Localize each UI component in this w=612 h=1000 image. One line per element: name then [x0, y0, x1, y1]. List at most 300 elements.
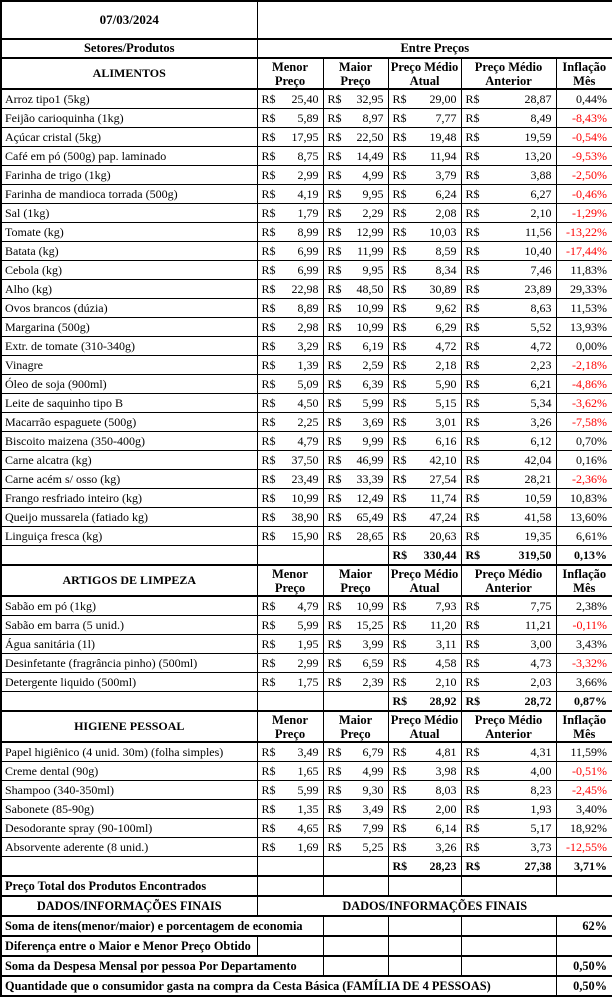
- currency-label: R$: [392, 655, 407, 670]
- column-header: Menor Preço: [257, 58, 323, 89]
- empty-cell: [556, 876, 612, 896]
- product-row: [1, 432, 612, 451]
- product-row: [1, 596, 612, 616]
- menor-preco-cell: [257, 204, 323, 223]
- menor-preco-cell: [257, 527, 323, 546]
- currency-label: R$: [392, 357, 407, 372]
- currency-label: R$: [465, 782, 480, 797]
- currency-label: R$: [261, 91, 276, 106]
- product-label: Desinfetante (fragrância pinho) (500ml): [1, 654, 257, 673]
- menor-preco-cell: [257, 413, 323, 432]
- currency-label: R$: [392, 224, 407, 239]
- product-label: Creme dental (90g): [1, 762, 257, 781]
- preco-medio-anterior-cell: [461, 762, 556, 781]
- preco-medio-atual-cell: [388, 166, 461, 185]
- menor-preco-cell: [257, 89, 323, 109]
- price-value: 46,99: [356, 452, 384, 467]
- price-value: 32,95: [356, 91, 384, 106]
- preco-medio-atual-cell: [388, 616, 461, 635]
- currency-label: R$: [465, 452, 480, 467]
- preco-medio-anterior-cell: [461, 280, 556, 299]
- product-label: Carne alcatra (kg): [1, 451, 257, 470]
- preco-medio-anterior-cell: [461, 527, 556, 546]
- maior-preco-cell: [323, 413, 388, 432]
- price-value: 6,21: [530, 376, 552, 391]
- preco-medio-atual-cell: [388, 508, 461, 527]
- menor-preco-cell: [257, 375, 323, 394]
- inflation-value: 10,83%: [556, 489, 612, 508]
- preco-medio-anterior-cell: [461, 204, 556, 223]
- inflation-value: 0,00%: [556, 337, 612, 356]
- price-value: 27,38: [524, 858, 552, 873]
- inflation-value: -1,29%: [556, 204, 612, 223]
- product-label: Vinagre: [1, 356, 257, 375]
- column-header: Inflação Mês: [556, 711, 612, 742]
- product-row: [1, 242, 612, 261]
- product-row: [1, 318, 612, 337]
- inflation-value: -3,32%: [556, 654, 612, 673]
- maior-preco-cell: [323, 451, 388, 470]
- maior-preco-cell: [323, 356, 388, 375]
- preco-medio-anterior-cell: [461, 242, 556, 261]
- price-value: 4,99: [362, 763, 384, 778]
- price-value: 2,18: [435, 357, 457, 372]
- currency-label: R$: [261, 129, 276, 144]
- currency-label: R$: [392, 281, 407, 296]
- currency-label: R$: [261, 471, 276, 486]
- currency-label: R$: [465, 839, 480, 854]
- maior-preco-cell: [323, 673, 388, 692]
- menor-preco-cell: [257, 654, 323, 673]
- currency-label: R$: [392, 395, 407, 410]
- currency-label: R$: [465, 148, 480, 163]
- price-value: 19,48: [429, 129, 457, 144]
- currency-label: R$: [392, 91, 407, 106]
- preco-medio-anterior-cell: [461, 109, 556, 128]
- price-value: 11,56: [524, 224, 552, 239]
- preco-medio-anterior-cell: [461, 185, 556, 204]
- maior-preco-cell: [323, 781, 388, 800]
- section-total-row: [1, 692, 612, 712]
- preco-medio-anterior-cell: [461, 596, 556, 616]
- currency-label: R$: [465, 300, 480, 315]
- column-header: Preço Médio Anterior: [461, 58, 556, 89]
- empty-cell: [323, 857, 388, 877]
- maior-preco-cell: [323, 654, 388, 673]
- menor-preco-cell: [257, 635, 323, 654]
- price-value: 7,77: [435, 110, 457, 125]
- preco-medio-atual-cell: [388, 394, 461, 413]
- footer-row: [1, 936, 612, 956]
- price-value: 3,88: [530, 167, 552, 182]
- preco-medio-atual-cell: [388, 89, 461, 109]
- menor-preco-cell: [257, 432, 323, 451]
- price-value: 42,10: [429, 452, 457, 467]
- menor-preco-cell: [257, 489, 323, 508]
- inflation-value: 2,38%: [556, 596, 612, 616]
- maior-preco-cell: [323, 470, 388, 489]
- column-header: Inflação Mês: [556, 58, 612, 89]
- price-value: 19,59: [524, 129, 552, 144]
- section-name: ARTIGOS DE LIMPEZA: [1, 565, 257, 596]
- inflation-value: -12,55%: [556, 838, 612, 857]
- price-value: 29,00: [429, 91, 457, 106]
- inflation-value: -0,11%: [556, 616, 612, 635]
- currency-label: R$: [327, 129, 342, 144]
- price-value: 3,49: [362, 801, 384, 816]
- price-value: 33,39: [356, 471, 384, 486]
- inflation-value: 13,60%: [556, 508, 612, 527]
- product-row: [1, 527, 612, 546]
- section-header-row: [1, 58, 612, 89]
- price-value: 4,73: [530, 655, 552, 670]
- price-value: 6,12: [530, 433, 552, 448]
- product-row: [1, 109, 612, 128]
- inflation-value: 11,53%: [556, 299, 612, 318]
- price-value: 6,16: [435, 433, 457, 448]
- currency-label: R$: [465, 801, 480, 816]
- menor-preco-cell: [257, 242, 323, 261]
- column-header: Preço Médio Atual: [388, 565, 461, 596]
- menor-preco-cell: [257, 800, 323, 819]
- price-value: 5,99: [362, 395, 384, 410]
- currency-label: R$: [261, 262, 276, 277]
- price-value: 48,50: [356, 281, 384, 296]
- price-value: 2,03: [530, 674, 552, 689]
- column-header: Inflação Mês: [556, 565, 612, 596]
- price-value: 2,29: [362, 205, 384, 220]
- price-value: 9,95: [362, 186, 384, 201]
- empty-cell: [323, 692, 388, 712]
- total-anterior-cell: [461, 692, 556, 712]
- currency-label: R$: [327, 91, 342, 106]
- product-row: [1, 394, 612, 413]
- inflation-value: -2,36%: [556, 470, 612, 489]
- footer-label: Diferença entre o Maior e Menor Preço Obtido: [1, 936, 257, 956]
- dados-finais-left: DADOS/INFORMAÇÕES FINAIS: [1, 896, 257, 916]
- empty-cell: [388, 956, 461, 976]
- column-header: Maior Preço: [323, 565, 388, 596]
- empty-cell: [1, 692, 257, 712]
- price-value: 4,31: [530, 744, 552, 759]
- total-atual-cell: [388, 857, 461, 877]
- product-row: [1, 654, 612, 673]
- currency-label: R$: [327, 490, 342, 505]
- price-value: 5,89: [297, 110, 319, 125]
- price-value: 6,27: [530, 186, 552, 201]
- currency-label: R$: [392, 243, 407, 258]
- preco-medio-atual-cell: [388, 489, 461, 508]
- product-label: Alho (kg): [1, 280, 257, 299]
- column-header: Preço Médio Anterior: [461, 711, 556, 742]
- maior-preco-cell: [323, 527, 388, 546]
- currency-label: R$: [327, 744, 342, 759]
- price-value: 3,26: [435, 839, 457, 854]
- preco-medio-atual-cell: [388, 185, 461, 204]
- preco-medio-anterior-cell: [461, 89, 556, 109]
- section-name: HIGIENE PESSOAL: [1, 711, 257, 742]
- product-label: Açúcar cristal (5kg): [1, 128, 257, 147]
- price-value: 4,65: [297, 820, 319, 835]
- price-value: 7,93: [435, 598, 457, 613]
- preco-medio-atual-cell: [388, 261, 461, 280]
- price-value: 22,50: [356, 129, 384, 144]
- maior-preco-cell: [323, 635, 388, 654]
- inflation-value: 0,87%: [556, 692, 612, 712]
- price-value: 9,99: [362, 433, 384, 448]
- currency-label: R$: [261, 509, 276, 524]
- preco-medio-atual-cell: [388, 781, 461, 800]
- preco-medio-atual-cell: [388, 109, 461, 128]
- currency-label: R$: [392, 839, 407, 854]
- product-label: Óleo de soja (900ml): [1, 375, 257, 394]
- inflation-value: -13,22%: [556, 223, 612, 242]
- currency-label: R$: [465, 395, 480, 410]
- footer-label: Quantidade que o consumidor gasta na compra da Cesta Básica (FAMÍLIA DE 4 PESSOAS): [1, 976, 556, 996]
- section-name: ALIMENTOS: [1, 58, 257, 89]
- price-value: 6,29: [435, 319, 457, 334]
- preco-medio-anterior-cell: [461, 635, 556, 654]
- price-value: 2,39: [362, 674, 384, 689]
- prices-label: Entre Preços: [257, 39, 612, 58]
- currency-label: R$: [261, 186, 276, 201]
- empty-cell: [1, 857, 257, 877]
- price-value: 7,99: [362, 820, 384, 835]
- price-value: 3,29: [297, 338, 319, 353]
- price-value: 3,11: [435, 636, 457, 651]
- currency-label: R$: [465, 528, 480, 543]
- column-header: Menor Preço: [257, 565, 323, 596]
- price-value: 2,08: [435, 205, 457, 220]
- currency-label: R$: [465, 547, 481, 562]
- price-value: 4,79: [297, 433, 319, 448]
- price-value: 9,30: [362, 782, 384, 797]
- product-row: [1, 489, 612, 508]
- currency-label: R$: [465, 129, 480, 144]
- product-label: Feijão carioquinha (1kg): [1, 109, 257, 128]
- currency-label: R$: [327, 338, 342, 353]
- empty-cell: [388, 936, 461, 956]
- menor-preco-cell: [257, 470, 323, 489]
- product-row: [1, 413, 612, 432]
- currency-label: R$: [327, 376, 342, 391]
- currency-label: R$: [392, 338, 407, 353]
- currency-label: R$: [327, 452, 342, 467]
- maior-preco-cell: [323, 318, 388, 337]
- currency-label: R$: [465, 598, 480, 613]
- menor-preco-cell: [257, 781, 323, 800]
- price-value: 10,99: [356, 319, 384, 334]
- currency-label: R$: [392, 509, 407, 524]
- preco-medio-atual-cell: [388, 762, 461, 781]
- preco-medio-anterior-cell: [461, 128, 556, 147]
- currency-label: R$: [327, 205, 342, 220]
- currency-label: R$: [392, 167, 407, 182]
- currency-label: R$: [392, 110, 407, 125]
- empty-cell: [461, 916, 556, 936]
- preco-medio-anterior-cell: [461, 451, 556, 470]
- currency-label: R$: [465, 820, 480, 835]
- empty-cell: [257, 857, 323, 877]
- inflation-value: -4,86%: [556, 375, 612, 394]
- preco-medio-anterior-cell: [461, 223, 556, 242]
- preco-medio-atual-cell: [388, 635, 461, 654]
- price-value: 11,94: [429, 148, 457, 163]
- price-value: 10,99: [356, 598, 384, 613]
- currency-label: R$: [465, 281, 480, 296]
- price-value: 25,40: [291, 91, 319, 106]
- price-value: 10,03: [429, 224, 457, 239]
- currency-label: R$: [392, 674, 407, 689]
- currency-label: R$: [465, 262, 480, 277]
- price-value: 41,58: [524, 509, 552, 524]
- price-value: 8,03: [435, 782, 457, 797]
- preco-medio-anterior-cell: [461, 318, 556, 337]
- preco-medio-atual-cell: [388, 356, 461, 375]
- product-label: Macarrão espaguete (500g): [1, 413, 257, 432]
- currency-label: R$: [465, 655, 480, 670]
- product-row: [1, 356, 612, 375]
- price-value: 4,19: [297, 186, 319, 201]
- maior-preco-cell: [323, 223, 388, 242]
- price-value: 9,62: [435, 300, 457, 315]
- currency-label: R$: [392, 148, 407, 163]
- product-row: [1, 375, 612, 394]
- currency-label: R$: [392, 547, 408, 562]
- empty-cell: [257, 546, 323, 566]
- inflation-value: -0,51%: [556, 762, 612, 781]
- menor-preco-cell: [257, 318, 323, 337]
- maior-preco-cell: [323, 394, 388, 413]
- currency-label: R$: [261, 598, 276, 613]
- currency-label: R$: [465, 376, 480, 391]
- empty-cell: [323, 956, 388, 976]
- currency-label: R$: [327, 243, 342, 258]
- preco-medio-anterior-cell: [461, 299, 556, 318]
- maior-preco-cell: [323, 337, 388, 356]
- price-value: 5,52: [530, 319, 552, 334]
- inflation-value: 0,13%: [556, 546, 612, 566]
- menor-preco-cell: [257, 596, 323, 616]
- column-header: Preço Médio Atual: [388, 58, 461, 89]
- currency-label: R$: [327, 414, 342, 429]
- price-value: 22,98: [291, 281, 319, 296]
- currency-label: R$: [261, 763, 276, 778]
- price-value: 2,59: [362, 357, 384, 372]
- inflation-value: 3,40%: [556, 800, 612, 819]
- empty-cell: [323, 936, 388, 956]
- currency-label: R$: [465, 509, 480, 524]
- currency-label: R$: [392, 763, 407, 778]
- currency-label: R$: [327, 224, 342, 239]
- price-value: 5,90: [435, 376, 457, 391]
- product-row: [1, 819, 612, 838]
- menor-preco-cell: [257, 394, 323, 413]
- price-value: 28,21: [524, 471, 552, 486]
- price-value: 8,89: [297, 300, 319, 315]
- price-value: 5,99: [297, 782, 319, 797]
- preco-medio-anterior-cell: [461, 470, 556, 489]
- product-label: Sabonete (85-90g): [1, 800, 257, 819]
- price-value: 4,58: [435, 655, 457, 670]
- preco-medio-atual-cell: [388, 280, 461, 299]
- maior-preco-cell: [323, 819, 388, 838]
- footer-value: [556, 936, 612, 956]
- preco-medio-anterior-cell: [461, 616, 556, 635]
- product-row: [1, 742, 612, 762]
- currency-label: R$: [465, 357, 480, 372]
- empty-cell: [257, 692, 323, 712]
- preco-medio-anterior-cell: [461, 394, 556, 413]
- price-value: 4,72: [435, 338, 457, 353]
- inflation-value: 29,33%: [556, 280, 612, 299]
- currency-label: R$: [261, 782, 276, 797]
- maior-preco-cell: [323, 204, 388, 223]
- currency-label: R$: [392, 319, 407, 334]
- currency-label: R$: [327, 655, 342, 670]
- currency-label: R$: [261, 338, 276, 353]
- product-label: Farinha de trigo (1kg): [1, 166, 257, 185]
- product-label: Desodorante spray (90-100ml): [1, 819, 257, 838]
- price-value: 7,75: [530, 598, 552, 613]
- inflation-value: 3,66%: [556, 673, 612, 692]
- product-label: Margarina (500g): [1, 318, 257, 337]
- product-row: [1, 89, 612, 109]
- price-value: 6,39: [362, 376, 384, 391]
- currency-label: R$: [465, 674, 480, 689]
- empty-cell: [323, 916, 388, 936]
- maior-preco-cell: [323, 800, 388, 819]
- price-value: 5,09: [297, 376, 319, 391]
- menor-preco-cell: [257, 356, 323, 375]
- currency-label: R$: [327, 262, 342, 277]
- currency-label: R$: [261, 148, 276, 163]
- product-row: [1, 838, 612, 857]
- footer-value: 0,50%: [556, 956, 612, 976]
- product-row: [1, 166, 612, 185]
- price-value: 1,35: [297, 801, 319, 816]
- currency-label: R$: [465, 224, 480, 239]
- currency-label: R$: [261, 528, 276, 543]
- currency-label: R$: [465, 617, 480, 632]
- price-value: 5,99: [297, 617, 319, 632]
- maior-preco-cell: [323, 109, 388, 128]
- price-value: 3,73: [530, 839, 552, 854]
- menor-preco-cell: [257, 223, 323, 242]
- maior-preco-cell: [323, 147, 388, 166]
- currency-label: R$: [261, 801, 276, 816]
- currency-label: R$: [327, 433, 342, 448]
- preco-medio-atual-cell: [388, 819, 461, 838]
- product-label: Biscoito maizena (350-400g): [1, 432, 257, 451]
- price-value: 4,81: [435, 744, 457, 759]
- inflation-value: -2,50%: [556, 166, 612, 185]
- preco-medio-anterior-cell: [461, 819, 556, 838]
- currency-label: R$: [465, 91, 480, 106]
- product-row: [1, 128, 612, 147]
- price-value: 2,10: [530, 205, 552, 220]
- currency-label: R$: [261, 636, 276, 651]
- product-row: [1, 261, 612, 280]
- column-header: Preço Médio Anterior: [461, 565, 556, 596]
- inflation-value: -8,43%: [556, 109, 612, 128]
- menor-preco-cell: [257, 280, 323, 299]
- product-label: Papel higiênico (4 unid. 30m) (folha simples): [1, 742, 257, 762]
- product-label: Café em pó (500g) pap. laminado: [1, 147, 257, 166]
- currency-label: R$: [465, 414, 480, 429]
- preco-medio-atual-cell: [388, 147, 461, 166]
- product-label: Farinha de mandioca torrada (500g): [1, 185, 257, 204]
